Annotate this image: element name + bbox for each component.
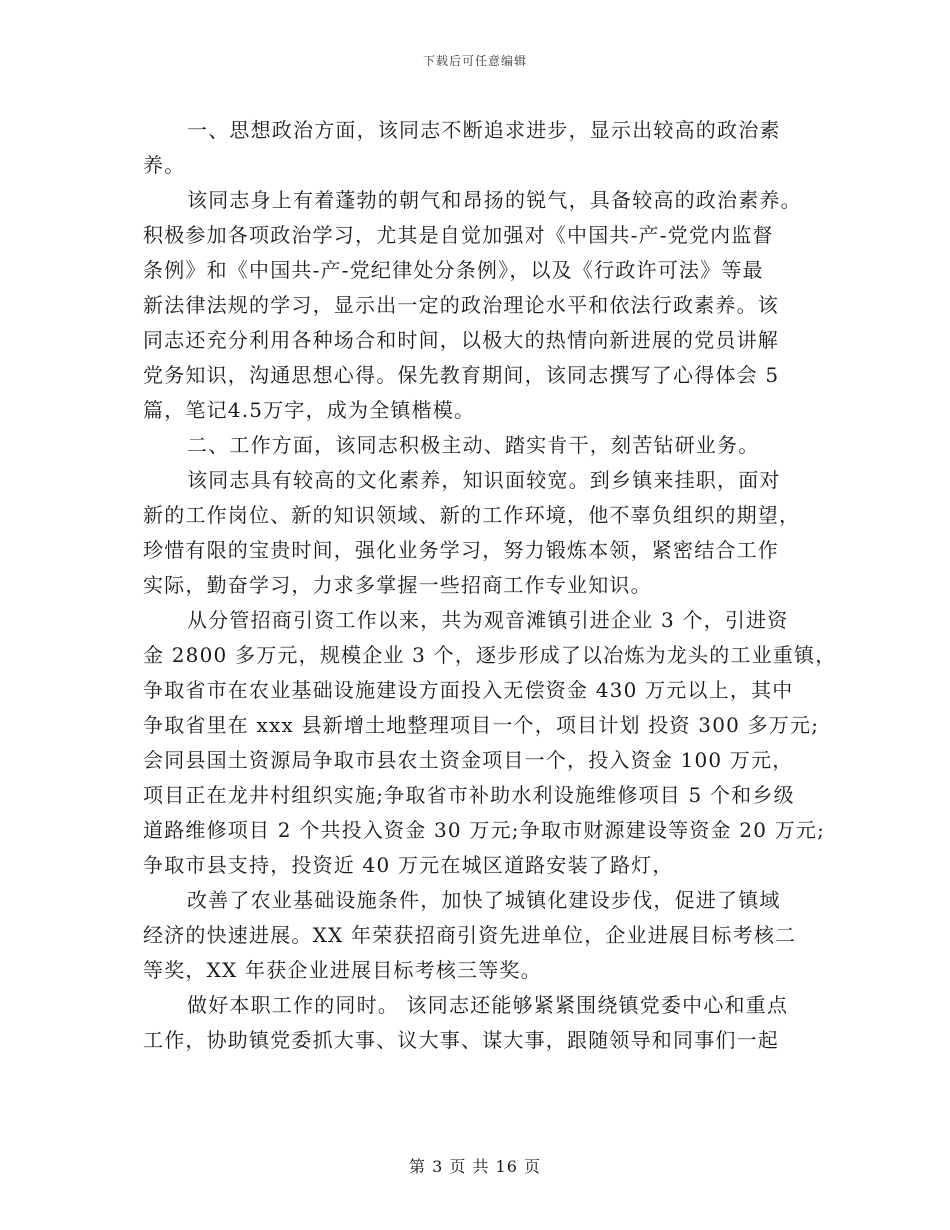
text-line: 一、思想政治方面，该同志不断追求进步，显示出较高的政治素 [187,118,781,142]
text-line: 新法律法规的学习，显示出一定的政治理论水平和依法行政素养。该 [143,293,779,317]
text-line: 该同志身上有着蓬勃的朝气和昂扬的锐气，具备较高的政治素养。 [187,188,802,212]
text-line: 积极参加各项政治学习，尤其是自觉加强对《中国共-产-党党内监督 [143,223,774,247]
text-line: 做好本职工作的同时。 该同志还能够紧紧围绕镇党委中心和重点 [187,993,789,1017]
text-line: 篇，笔记4.5万字，成为全镇楷模。 [143,398,476,422]
text-line: 条例》和《中国共-产-党纪律处分条例》，以及《行政许可法》等最 [143,258,764,282]
text-line: 二、工作方面，该同志积极主动、踏实肯干，刻苦钻研业务。 [187,433,760,457]
text-line: 党务知识，沟通思想心得。保先教育期间，该同志撰写了心得体会 5 [143,363,780,387]
text-line: 新的工作岗位、新的知识领域、新的工作环境，他不辜负组织的期望， [143,503,801,527]
text-line: 改善了农业基础设施条件，加快了城镇化建设步伐，促进了镇域 [187,888,781,912]
text-line: 该同志具有较高的文化素养，知识面较宽。到乡镇来挂职，面对 [187,468,781,492]
text-line: 争取省市在农业基础设施建设方面投入无偿资金 430 万元以上，其中 [143,678,794,702]
text-line: 同志还充分利用各种场合和时间，以极大的热情向新进展的党员讲解 [143,328,779,352]
page-footer: 第 3 页 共 16 页 [409,1157,541,1176]
text-line: 实际，勤奋学习，力求多掌握一些招商工作专业知识。 [143,573,652,597]
text-line: 养。 [143,153,186,177]
text-line: 项目正在龙井村组织实施;争取省市补助水利设施维修项目 5 个和乡级 [143,783,795,807]
text-line: 经济的快速进展。XX 年荣获招商引资先进单位，企业进展目标考核二 [143,923,797,947]
page-header: 下载后可任意编辑 [422,54,527,68]
text-line: 工作，协助镇党委抓大事、议大事、谋大事，跟随领导和同事们一起 [143,1028,779,1052]
text-line: 珍惜有限的宝贵时间，强化业务学习，努力锻炼本领，紧密结合工作 [143,538,779,562]
document-body [143,113,837,1058]
text-line: 会同县国土资源局争取市县农土资金项目一个，投入资金 100 万元， [143,748,794,772]
text-line: 从分管招商引资工作以来，共为观音滩镇引进企业 3 个，引进资 [187,608,789,632]
text-line: 金 2800 多万元，规模企业 3 个，逐步形成了以冶炼为龙头的工业重镇， [143,643,837,667]
text-line: 等奖，XX 年获企业进展目标考核三等奖。 [143,958,542,982]
text-line: 争取市县支持，投资近 40 万元在城区道路安装了路灯， [143,853,674,877]
text-line: 道路维修项目 2 个共投入资金 30 万元;争取市财源建设等资金 20 万元; [143,818,826,842]
text-line: 争取省里在 xxx 县新增土地整理项目一个，项目计划 投资 300 多万元; [143,713,820,737]
